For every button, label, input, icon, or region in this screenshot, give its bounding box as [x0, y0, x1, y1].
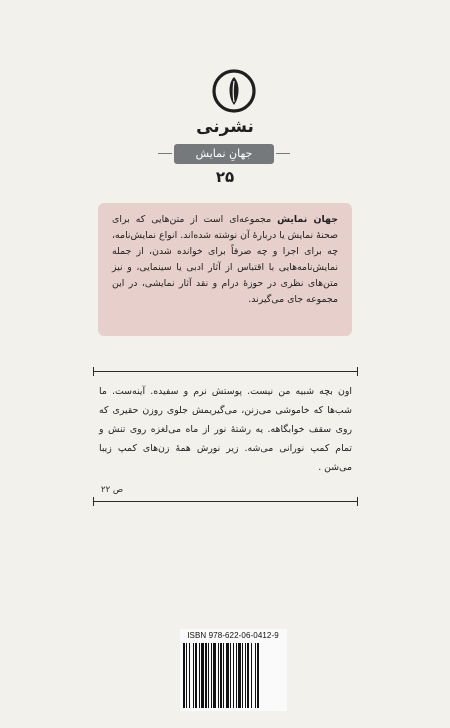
barcode-bar — [245, 643, 246, 708]
barcode-bar — [242, 643, 243, 708]
series-divider-right — [276, 153, 290, 154]
barcode-bar — [230, 643, 231, 708]
barcode-bar — [201, 643, 204, 708]
publisher-logo-icon — [211, 68, 257, 114]
barcode-bar — [195, 643, 197, 708]
barcode-bar — [213, 643, 216, 708]
barcode-bar — [193, 643, 194, 708]
series-description — [98, 203, 352, 336]
quote-frame-tick — [357, 497, 358, 506]
barcode-bar — [189, 643, 190, 708]
excerpt-page-ref: ص ۲۲ — [101, 485, 124, 495]
barcode-bar — [220, 643, 222, 708]
barcode-bar — [211, 643, 212, 708]
barcode-bar — [238, 643, 241, 708]
barcode-bar — [205, 643, 207, 708]
barcode-bar — [236, 643, 237, 708]
barcode-bar — [233, 643, 234, 708]
barcode-bar — [255, 643, 256, 708]
series-description-lead: جهان نمایش — [277, 214, 338, 225]
barcode-bar — [223, 643, 224, 708]
quote-frame-tick — [357, 367, 358, 376]
barcode-bar — [183, 643, 185, 708]
series-description-text: مجموعه‌ای است از متن‌هایی که برای صحنهٔ نمایش یا دربارهٔ آن نوشته شده‌اند. انواع نمایش‌نامه، چه برای اجرا و چه صرفاً برای خوانده شدن، از جمله نمایش‌نامه‌هایی با اقتباس از آثار ادبی یا سینمایی، و نیز متن‌های نظری در حوزهٔ درام و نقد آثار نمایشی، در این مجموعه جای می‌گیرند. — [112, 214, 338, 305]
publisher-name: نشرنی — [196, 117, 254, 137]
series-divider-left — [158, 153, 172, 154]
isbn-label: ISBN 978-622-06-0412-9 — [187, 631, 279, 640]
barcode-bar — [257, 643, 259, 708]
series-label: جهانِ نمایش — [174, 144, 274, 164]
barcode-bar — [226, 643, 229, 708]
quote-frame-tick — [93, 497, 94, 506]
barcode-bar — [218, 643, 219, 708]
quote-frame-tick — [93, 367, 94, 376]
excerpt-quote — [93, 371, 358, 502]
barcode-bar — [251, 643, 252, 708]
series-number: ۲۵ — [215, 168, 235, 186]
barcode — [183, 643, 283, 708]
barcode-bar — [199, 643, 200, 708]
barcode-bar — [186, 643, 187, 708]
barcode-bar — [208, 643, 209, 708]
barcode-bar — [247, 643, 249, 708]
excerpt-text: اون بچه شبیه من نیست. پوستش نرم و سفیده. آینه‌ست. ما شب‌ها که خاموشی می‌زنن، می‌گیریمش جلوی روزن حقیری که روی سقف خوابگاهه. یه رشتهٔ نور از ماه می‌لغزه روی تنش و تمام کمپ نورانی می‌شه. زیر نورش همهٔ زن‌های کمپ زیبا می‌شن . — [99, 386, 352, 473]
